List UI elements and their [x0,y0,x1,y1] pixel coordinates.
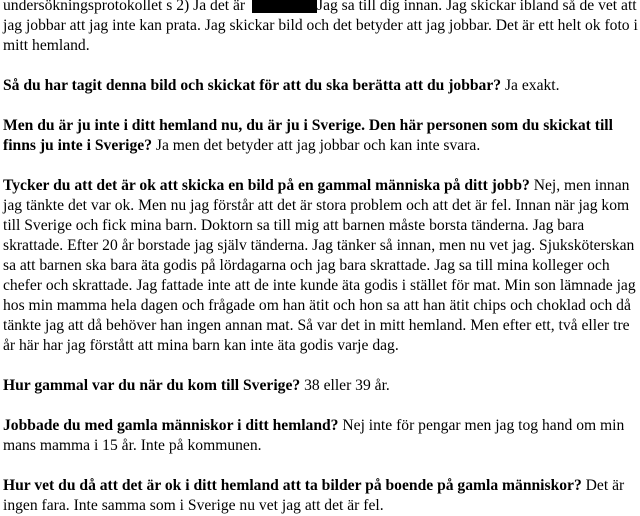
question-text: Jobbade du med gamla människor i ditt hemland? [3,417,339,434]
answer-text: Nej, men innan jag tänkte det var ok. Men nu jag förstår att det är stora problem och att det är fel. Innan när jag kom till Sverige och fick mina barn. Doktorn sa till mig att barnen måste borsta tänderna. Jag bara skrattade. Efter 20 år borstade jag själv tänderna. Jag tänker så innan, men nu vet jag. Sjuksköterskan sa att barnen ska bara äta godis på lördagarna och jag bara skrattade. Jag sa till mina kolleger och chefer och skrattade. Jag fattade inte att de inte kunde äta godis i stället för mat. Min son lämnade jag hos min mamma hela dagen och frågade om han ätit och hon sa att han ätit chips och choklad och då tänkte jag att då behöver han ingen annan mat. Så var det in mitt hemland. Men efter ett, två eller tre år här har jag förstått att mina barn kan inte äta godis varje dag. [3,177,636,354]
intro-text-start: undersökningsprotokollet s 2) Ja det är [3,0,249,14]
paragraph-gap [3,156,639,176]
answer-text: 38 eller 39 år. [300,377,390,394]
qa-paragraph-5 [3,416,639,456]
answer-text: Nej inte för pengar men jag tog hand om min mans mamma i 15 år. Inte på kommunen. [3,417,625,454]
intro-text-rest: de vet att jag jobbar att jag inte kan prata. Jag skickar bild och det betyder att jag jobbar. Det är ett helt ok foto i mitt hemland. [3,0,638,54]
qa-paragraph-4 [3,376,639,396]
paragraph-intro [3,0,639,56]
question-text: Hur gammal var du när du kom till Sverige? [3,377,301,394]
answer-text: Ja exakt. [501,77,560,94]
answer-text: Det är ingen fara. Inte samma som i Sverige nu vet jag att det är fel. [3,477,625,514]
question-text: Så du har tagit denna bild och skickat för att du ska berätta att du jobbar? [3,77,502,94]
paragraph-gap [3,56,639,76]
answer-text: Ja men det betyder att jag jobbar och kan inte svara. [152,137,481,154]
paragraph-gap [3,396,639,416]
question-text: Men du är ju inte i ditt hemland nu, du är ju i Sverige. Den här personen som du skickat till finns ju inte i Sverige? [3,117,613,154]
qa-paragraph-2 [3,116,639,156]
question-text: Hur vet du då att det är ok i ditt hemland att ta bilder på boende på gamla människor? [3,477,582,494]
qa-paragraph-3 [3,176,639,356]
paragraph-gap [3,356,639,376]
paragraph-gap [3,96,639,116]
redaction-block [252,0,317,13]
qa-paragraph-1 [3,76,639,96]
qa-paragraph-6 [3,476,639,516]
question-text: Tycker du att det är ok att skicka en bild på en gammal människa på ditt jobb? [3,177,530,194]
paragraph-gap [3,456,639,476]
intro-text-line1-end: Jag sa till dig innan. Jag skickar ibland så [317,0,576,14]
